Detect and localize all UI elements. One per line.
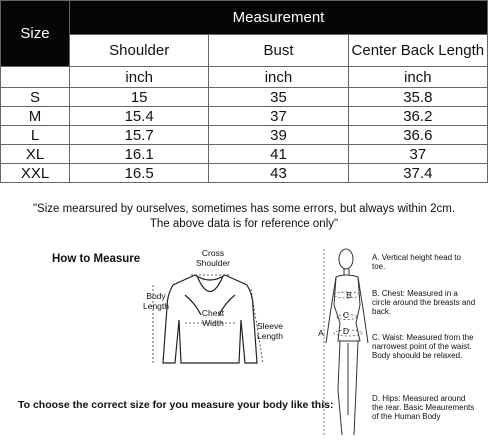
column-header-bust: Bust [209, 35, 348, 67]
note-line-1: "Size mearsured by ourselves, sometimes has some errors, but always within 2cm. [32, 203, 456, 215]
table-row [1, 107, 488, 126]
length-cell: 37 [348, 145, 487, 164]
column-header-shoulder: Shoulder [70, 35, 209, 67]
cross-shoulder-label: Cross Shoulder [195, 248, 231, 268]
description-b: B. Chest: Measured in a circle around the breasts and back. [372, 289, 476, 316]
letter-a: A [318, 328, 324, 338]
shoulder-cell: 15.7 [70, 126, 209, 145]
description-c: C. Waist: Measured from the narrowest point of the waist. Body shoould be relaxed. [372, 333, 474, 360]
size-cell: L [1, 126, 70, 145]
how-to-measure-title: How to Measure [52, 253, 141, 265]
column-header-center-back-length: Center Back Length [348, 35, 487, 67]
table-row [1, 164, 488, 183]
chest-width-label: Chest Width [201, 308, 225, 328]
size-cell: S [1, 88, 70, 107]
choose-size-instruction: To choose the correct size for you measure your body like this: [18, 399, 334, 411]
letter-d: D [342, 326, 350, 336]
length-cell: 35.8 [348, 88, 487, 107]
bust-cell: 39 [209, 126, 348, 145]
table-row [1, 88, 488, 107]
unit-bust: inch [209, 67, 348, 88]
unit-cell-blank [1, 67, 70, 88]
length-cell: 36.6 [348, 126, 487, 145]
measurement-header: Measurement [70, 1, 488, 35]
note-line-2: The above data is for reference only" [149, 218, 339, 230]
shoulder-cell: 15 [70, 88, 209, 107]
body-length-label: Body Length [143, 291, 169, 311]
shoulder-cell: 16.5 [70, 164, 209, 183]
bust-cell: 41 [209, 145, 348, 164]
shoulder-cell: 15.4 [70, 107, 209, 126]
size-cell: XXL [1, 164, 70, 183]
length-cell: 36.2 [348, 107, 487, 126]
bust-cell: 37 [209, 107, 348, 126]
length-cell: 37.4 [348, 164, 487, 183]
description-a: A. Vertical height head to toe. [372, 253, 461, 271]
letter-c: C [342, 310, 350, 320]
description-d: D. Hips: Measured around the rear. Basic Meaurements of the Human Body [372, 394, 475, 421]
size-cell: M [1, 107, 70, 126]
bust-cell: 43 [209, 164, 348, 183]
size-chart-table [0, 0, 488, 183]
table-row [1, 126, 488, 145]
unit-center-back-length: inch [348, 67, 487, 88]
letter-b: B [346, 290, 352, 300]
table-row [1, 145, 488, 164]
unit-shoulder: inch [70, 67, 209, 88]
size-cell: XL [1, 145, 70, 164]
sleeve-length-label: Sleeve Length [257, 321, 283, 341]
size-header: Size [1, 1, 70, 67]
bust-cell: 35 [209, 88, 348, 107]
shoulder-cell: 16.1 [70, 145, 209, 164]
